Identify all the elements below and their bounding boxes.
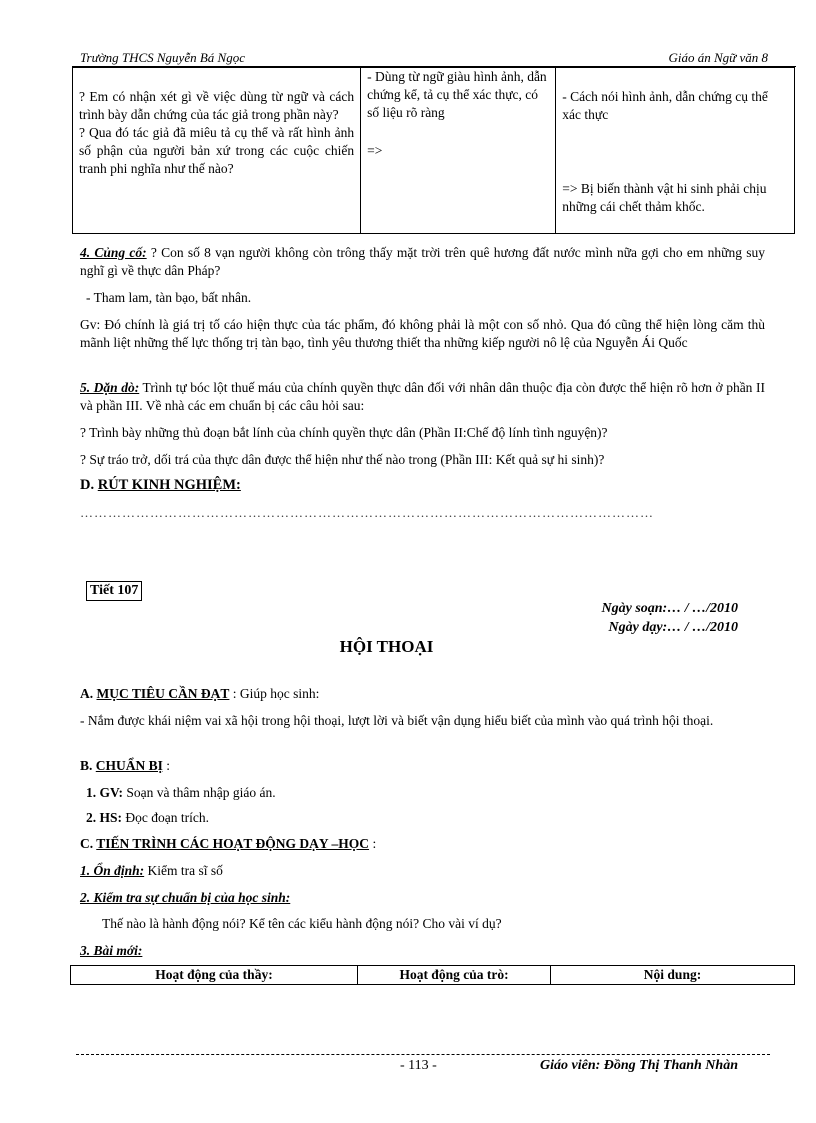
footer-divider [76,1054,770,1055]
section-a-label: MỤC TIÊU CẦN ĐẠT [96,686,230,701]
teacher-name: Giáo viên: Đồng Thị Thanh Nhàn [540,1058,738,1073]
date-prepared: Ngày soạn:… / …/2010 [601,601,738,616]
hs-text: Đọc đoạn trích. [122,810,209,825]
teacher-activity-cell [73,68,361,234]
step-1-label: 1. Ổn định: [80,863,145,878]
section-b-suffix: : [162,758,171,773]
subject-name: Giáo án Ngữ văn 8 [668,50,768,65]
gv-label: 1. GV: [86,785,124,800]
step-1 [80,862,765,880]
page-number: - 113 - [400,1058,437,1073]
step-2-label: 2. Kiểm tra sự chuẩn bị của học sinh: [80,890,291,905]
activity-table-continued [72,67,795,234]
dando-label: 5. Dặn dò: [80,380,140,395]
dando-paragraph [80,379,765,415]
section-c-prefix: C. [80,836,97,851]
hs-label: 2. HS: [86,810,123,825]
lesson-title: HỘI THOẠI [339,637,434,656]
activity-table-header [70,965,795,985]
student-answer-1: - Dùng từ ngữ giàu hình ảnh, dẫn chứng kể, tả cụ thể xác thực, có số liệu rõ ràng [367,69,547,120]
rut-kinh-nghiem-heading [80,476,765,494]
date-taught: Ngày dạy:… / …/2010 [608,620,738,635]
gv-text: Soạn và thâm nhập giáo án. [123,785,276,800]
section-c-label: TIẾN TRÌNH CÁC HOẠT ĐỘNG DẠY –HỌC [96,836,370,851]
step-2-text: Thế nào là hành động nói? Kể tên các kiểu hành động nói? Cho vài ví dụ? [102,916,502,931]
section-c-heading [80,835,765,853]
dando-text: Trình tự bóc lột thuế máu của chính quyền thực dân đối với nhân dân thuộc địa còn được thể hiện rõ hơn ở phần II và phần III. Về nhà các em chuẩn bị các câu hỏi sau: [80,380,765,413]
dando-question-2: ? Sự tráo trở, dối trá của thực dân được thể hiện như thế nào trong (Phần III: Kết quả sự hi sinh)? [80,452,605,467]
lesson-number-box: Tiết 107 [86,581,142,601]
rkn-dotted-line: …………………………………………………………………………………………………………… [80,505,654,520]
section-b-heading [80,757,765,775]
section-b-label: CHUẨN BỊ [95,758,163,773]
section-b-prefix: B. [80,758,96,773]
cungco-gv-note: Gv: Đó chính là giá trị tố cáo hiện thực của tác phẩm, đó không phải là một con số nhỏ. Qua đó cũng thể hiện lòng căm thù mãnh liệt những thế lực thống trị tàn bạo, tình yêu thương thiết tha những kiếp người nô lệ của Nguyễn Ái Quốc [80,317,765,350]
cungco-label: 4. Củng cố: [80,245,147,260]
school-name: Trường THCS Nguyễn Bá Ngọc [80,50,245,65]
dando-question-1: ? Trình bày những thủ đoạn bắt lính của chính quyền thực dân (Phần II:Chế độ lính tình nguyện)? [80,425,608,440]
content-cell [556,68,795,234]
section-a-heading [80,685,765,703]
teacher-question-1: ? Em có nhận xét gì về việc dùng từ ngữ và cách trình bày dẫn chứng của tác giả trong phần này? [79,89,355,122]
cungco-question: ? Con số 8 vạn người không còn trông thấy mặt trời trên quê hương đất nước mình nữa gợi cho em những suy nghĩ gì về thực dân Pháp? [80,245,765,278]
section-a-suffix: : Giúp học sinh: [229,686,320,701]
step-3-label: 3. Bài mới: [80,943,143,958]
cungco-answer: - Tham lam, tàn bạo, bất nhân. [86,290,252,305]
header-content: Nội dung: [551,966,795,985]
step-1-text: Kiểm tra sĩ số [144,863,223,878]
section-b-hs [86,809,771,827]
content-point-2: => Bị biến thành vật hi sinh phải chịu những cái chết thảm khốc. [562,181,767,214]
section-c-suffix: : [369,836,377,851]
section-a-prefix: A. [80,686,97,701]
teacher-question-2: ? Qua đó tác giả đã miêu tả cụ thể và rất hình ảnh số phận của người bản xứ trong các cuộc chiến tranh phi nghĩa như thế nào? [79,125,355,176]
student-activity-cell [361,68,556,234]
student-answer-2: => [367,143,383,158]
header-teacher-activity: Hoạt động của thầy: [71,966,358,985]
section-a-text: - Nắm được khái niệm vai xã hội trong hội thoại, lượt lời và biết vận dụng hiểu biết của mình vào quá trình hội thoại. [80,713,714,728]
header-student-activity: Hoạt động của trò: [358,966,551,985]
rkn-prefix: D. [80,477,98,493]
section-b-gv [86,784,771,802]
content-point-1: - Cách nói hình ảnh, dẫn chứng cụ thể xác thực [562,89,768,122]
cungco-paragraph [80,244,765,280]
rkn-label: RÚT KINH NGHIỆM: [97,477,241,493]
